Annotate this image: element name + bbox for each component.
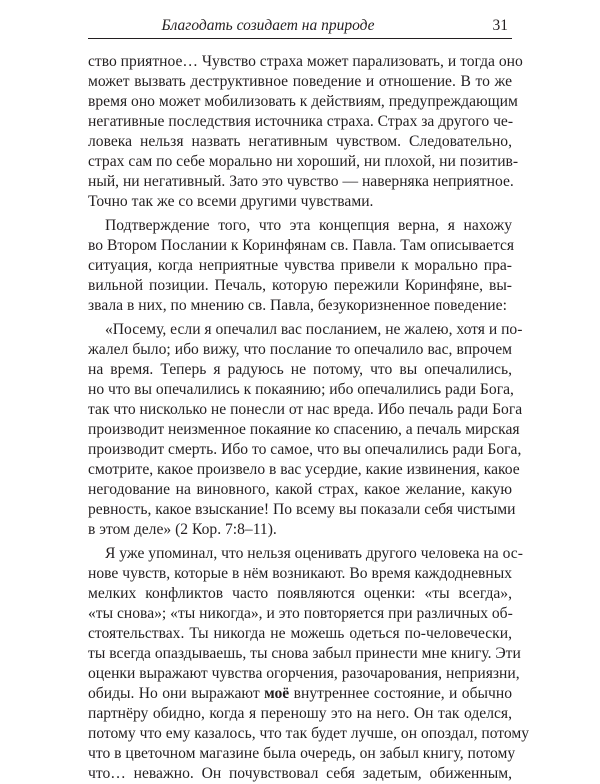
quotation-paragraph bbox=[88, 320, 523, 540]
text-line: Точно так же со всеми другими чувствами. bbox=[88, 193, 374, 210]
text-segment: обиды. Но они выражают bbox=[88, 685, 265, 702]
paragraph bbox=[88, 216, 515, 316]
text-line: вильной позиции. Печаль, которую пережили Коринфяне, вы- bbox=[88, 277, 512, 294]
text-line: может вызвать деструктивное поведение и отношение. В то же bbox=[88, 73, 512, 90]
text-line: потому что ему казалось, что так будет лучше, он опоздал, потому bbox=[88, 725, 530, 742]
text-line: звала в них, по мнению св. Павла, безукоризненное поведение: bbox=[88, 297, 507, 314]
text-line: страх сам по себе морально ни хороший, ни плохой, ни позитив- bbox=[88, 153, 519, 170]
emphasized-word: моё bbox=[264, 685, 290, 702]
body-text bbox=[88, 52, 530, 784]
text-line: производит неизменное покаяние ко спасению, а печаль мирская bbox=[88, 421, 520, 438]
text-line: «Посему, если я опечалил вас посланием, не жалею, хотя и по- bbox=[105, 321, 523, 338]
text-line: во Втором Послании к Коринфянам св. Павла. Там описывается bbox=[88, 237, 515, 254]
text-line: ситуация, когда неприятные чувства привели к морально пра- bbox=[88, 257, 512, 274]
text-line: негативные последствия источника страха. Страх за другого че- bbox=[88, 113, 514, 130]
text-line: стоятельствах. Ты никогда не можешь одеться по-человечески, bbox=[88, 625, 512, 642]
text-line: Я уже упоминал, что нельзя оценивать другого человека на ос- bbox=[105, 545, 523, 562]
text-line: производит смерть. Ибо то самое, что вы опечалились ради Бога, bbox=[88, 441, 522, 458]
running-head-title: Благодать созидает на природе bbox=[161, 17, 375, 34]
text-line: на время. Теперь я радуюсь не потому, что вы опечалились, bbox=[88, 361, 512, 378]
text-segment: внутреннее состояние, и обычно bbox=[289, 685, 512, 702]
text-line: но что вы опечалились к покаянию; ибо опечалились ради Бога, bbox=[88, 381, 514, 398]
text-line: оценки выражают чувства огорчения, разочарования, неприязни, bbox=[88, 665, 520, 682]
text-line: ревность, какое взыскание! По всему вы показали себя чистыми bbox=[88, 501, 516, 518]
paragraph bbox=[88, 52, 523, 212]
text-line: нове чувств, которые в нём возникают. Во время каждодневных bbox=[88, 565, 512, 582]
text-line: негодование на виновного, какой страх, какое желание, какую bbox=[88, 481, 512, 498]
header-rule bbox=[88, 38, 512, 39]
text-line: жалел было; ибо вижу, что послание то опечалило вас, впрочем bbox=[88, 341, 512, 358]
text-line: Подтверждение того, что эта концепция верна, я нахожу bbox=[105, 217, 512, 234]
text-line: ство приятное… Чувство страха может парализовать, и тогда оно bbox=[88, 53, 523, 70]
paragraph bbox=[88, 544, 530, 784]
text-line: ты всегда опаздываешь, ты снова забыл принести мне книгу. Эти bbox=[88, 645, 521, 662]
text-line: что… неважно. Он почувствовал себя задетым, обиженным, bbox=[88, 765, 512, 782]
page-number: 31 bbox=[492, 17, 508, 34]
text-line: что в цветочном магазине была очередь, он забыл книгу, потому bbox=[88, 745, 516, 762]
text-line: партнёру обидно, когда я переношу это на него. Он так оделся, bbox=[88, 705, 512, 722]
running-head bbox=[88, 14, 512, 40]
text-line: время оно может мобилизовать к действиям, предупреждающим bbox=[88, 93, 518, 110]
text-line-with-emphasis bbox=[88, 684, 512, 704]
text-line: «ты снова»; «ты никогда», и это повторяется при различных об- bbox=[88, 605, 513, 622]
text-line: ный, ни негативный. Зато это чувство — наверняка неприятное. bbox=[88, 173, 514, 190]
text-line: мелких конфликтов часто появляются оценки: «ты всегда», bbox=[88, 585, 512, 602]
text-line: смотрите, какое произвело в вас усердие, какие извинения, какое bbox=[88, 461, 520, 478]
text-line: так что нисколько не понесли от нас вреда. Ибо печаль ради Бога bbox=[88, 401, 523, 418]
text-line: ловека нельзя назвать негативным чувством. Следовательно, bbox=[88, 133, 512, 150]
text-line: в этом деле» (2 Кор. 7:8–11). bbox=[88, 521, 277, 538]
